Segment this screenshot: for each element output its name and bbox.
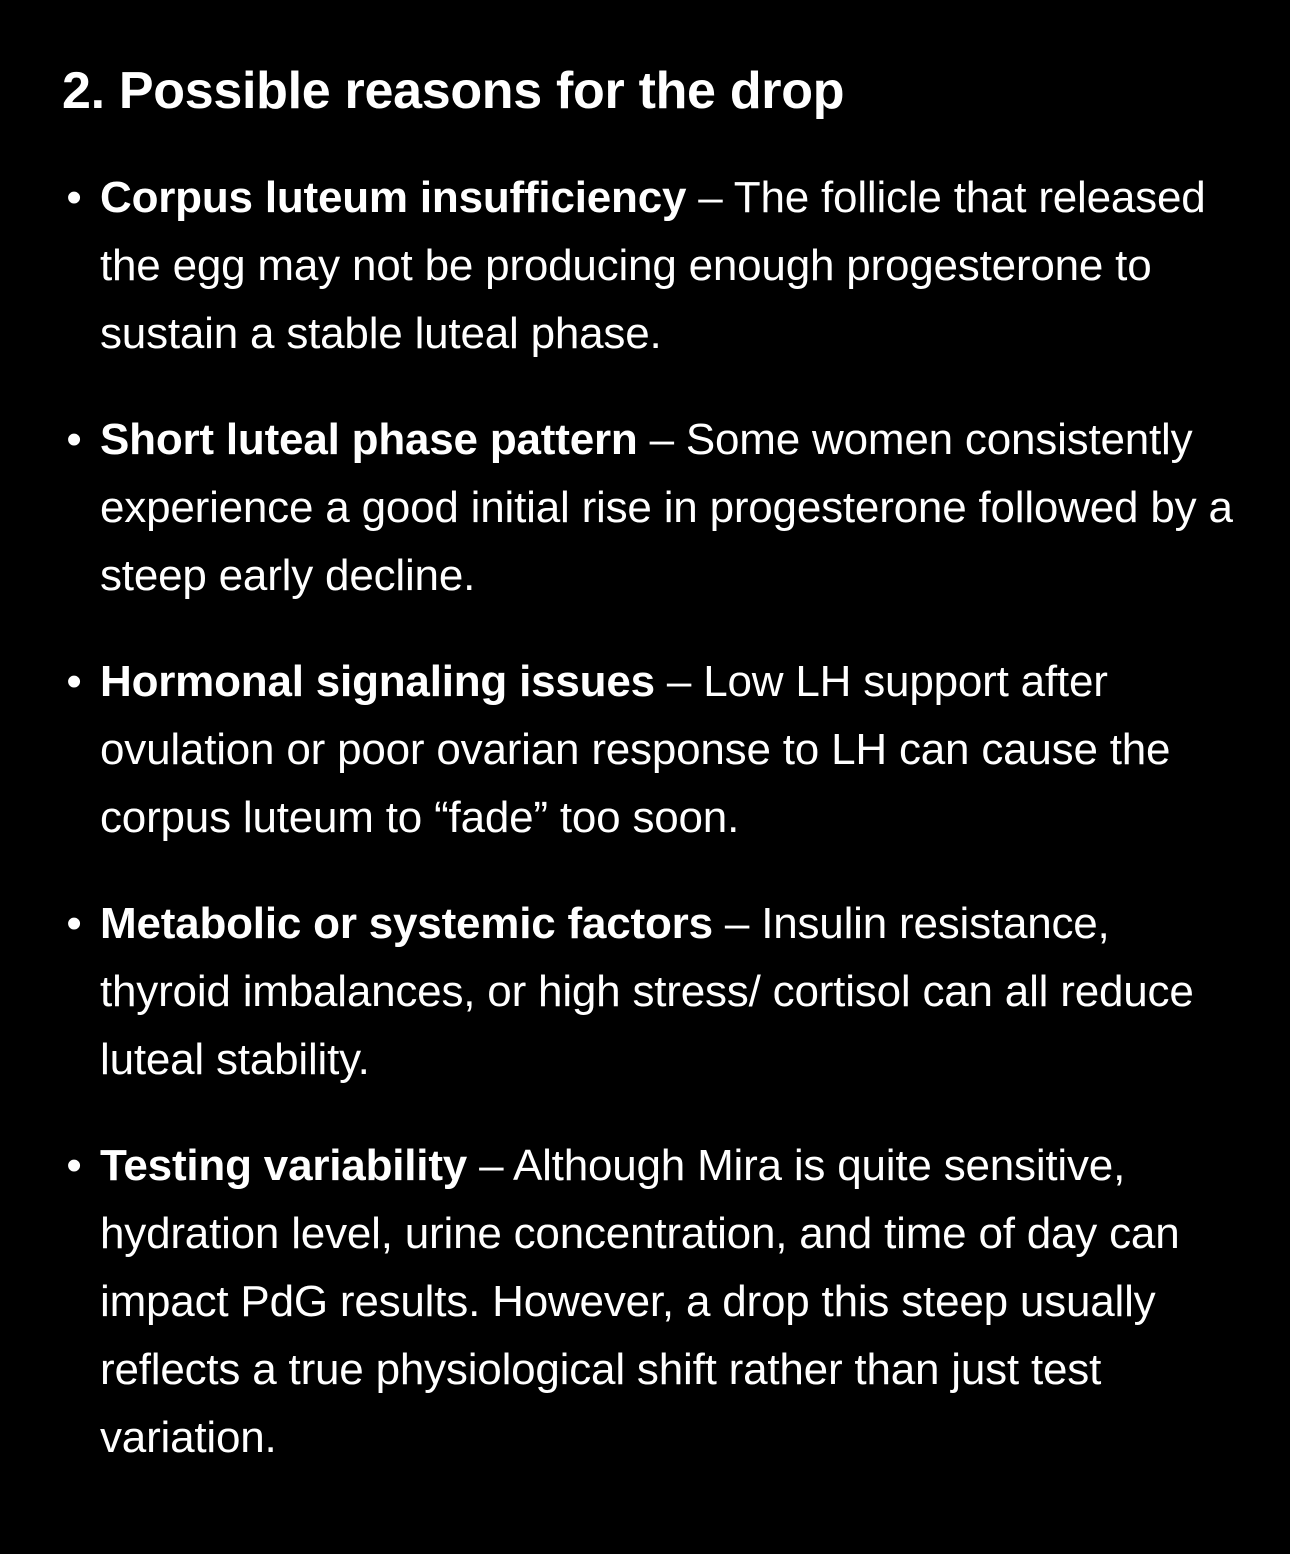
bullet-icon: • xyxy=(66,899,82,948)
separator: – xyxy=(637,415,686,464)
bullet-icon: • xyxy=(66,173,82,222)
separator: – xyxy=(467,1141,513,1190)
reason-term: Short luteal phase pattern xyxy=(100,415,638,464)
bullet-icon: • xyxy=(66,1141,82,1190)
reason-description: The follicle that released the egg may not be producing enough progesterone to sustain a stable luteal phase. xyxy=(100,173,1206,358)
reason-description: Low LH support after ovulation or poor ovarian response to LH can cause the corpus luteum to “fade” too soon. xyxy=(100,657,1171,842)
reason-term: Hormonal signaling issues xyxy=(100,657,655,706)
list-item xyxy=(62,406,1252,610)
list-item xyxy=(62,1132,1252,1472)
separator: – xyxy=(712,899,762,948)
reason-description: Some women consistently experience a good initial rise in progesterone followed by a steep early decline. xyxy=(100,415,1233,600)
bullet-icon: • xyxy=(66,415,82,464)
separator: – xyxy=(654,657,704,706)
reason-description: Insulin resistance, thyroid imbalances, or high stress/ cortisol can all reduce luteal stability. xyxy=(100,899,1194,1084)
list-item xyxy=(62,648,1252,852)
reason-term: Metabolic or systemic factors xyxy=(100,899,713,948)
reason-term: Corpus luteum insufficiency xyxy=(100,173,687,222)
list-item xyxy=(62,890,1252,1094)
reason-term: Testing variability xyxy=(100,1141,468,1190)
message-content xyxy=(62,52,1252,1462)
separator: – xyxy=(686,173,734,222)
bullet-icon: • xyxy=(66,657,82,706)
list-item xyxy=(62,164,1252,368)
reason-description: Although Mira is quite sensitive, hydration level, urine concentration, and time of day can impact PdG results. However, a drop this steep usually reflects a true physiological shift rather than just test variation. xyxy=(100,1141,1180,1462)
reasons-list xyxy=(62,164,1252,1472)
section-heading: 2. Possible reasons for the drop xyxy=(62,62,845,120)
